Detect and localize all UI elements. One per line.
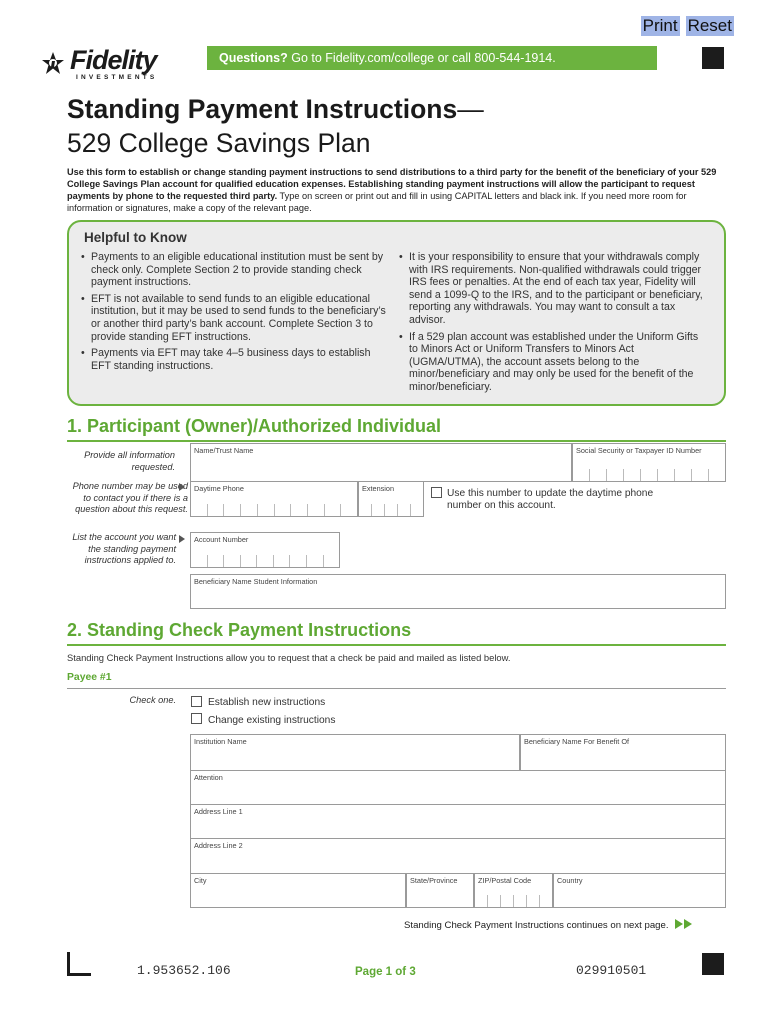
title-dash: — xyxy=(457,94,484,124)
change-existing-checkbox[interactable] xyxy=(191,713,202,724)
field-label: Address Line 2 xyxy=(194,841,243,850)
beneficiary-name-field[interactable] xyxy=(190,574,726,609)
print-button[interactable]: Print xyxy=(642,16,678,35)
field-label: ZIP/Postal Code xyxy=(478,876,532,885)
logo-subtitle: INVESTMENTS xyxy=(76,74,158,81)
section2-description: Standing Check Payment Instructions allow you to request that a check be paid and mailed as listed below. xyxy=(67,652,511,663)
field-label: Account Number xyxy=(194,535,249,544)
next-page-arrows-icon xyxy=(675,919,693,932)
address-line2-field[interactable] xyxy=(190,838,726,874)
helpful-heading: Helpful to Know xyxy=(84,230,187,245)
country-field[interactable] xyxy=(553,873,726,908)
ssn-field[interactable] xyxy=(572,443,726,482)
intro-normal: Type on screen or print out and fill in using CAPITAL letters and black ink. If you need more room for information or signatures, make a copy of the relevant page. xyxy=(67,191,687,213)
intro-paragraph xyxy=(67,166,727,214)
crop-mark xyxy=(67,952,91,976)
phone-note-text: Phone number may be used to contact you if there is a question about this request. xyxy=(72,481,188,514)
city-field[interactable] xyxy=(190,873,406,908)
helpful-right-column xyxy=(399,251,704,398)
address-line1-field[interactable] xyxy=(190,804,726,839)
section2-rule xyxy=(67,644,726,646)
check-one-note: Check one. xyxy=(129,695,176,705)
fidelity-mark-icon xyxy=(40,50,66,78)
helpful-bullet: • Payments via EFT may take 4–5 business days to establish EFT standing instructions. xyxy=(81,347,393,372)
for-benefit-of-field[interactable] xyxy=(520,734,726,771)
establish-new-label: Establish new instructions xyxy=(208,697,326,708)
section2-heading: 2. Standing Check Payment Instructions xyxy=(67,620,412,640)
ssn-digit-boxes xyxy=(573,469,725,481)
page-number: Page 1 of 3 xyxy=(355,966,416,978)
continues-note xyxy=(404,919,693,932)
helpful-bullet: • It is your responsibility to ensure that your withdrawals comply with IRS requirements. Non-qualified withdrawals could trigger IRS fees or penalties. At the end of each tax year, Fidelity will send a 1099-Q to the IRS, and to the participant or beneficiary, reporting any withdrawals. You may want to consult a tax advisor. xyxy=(399,251,704,327)
institution-name-field[interactable] xyxy=(190,734,520,771)
payee-label: Payee #1 xyxy=(67,672,112,683)
helpful-bullet: • EFT is not available to send funds to an eligible educational institution, but it may be used to send funds to the beneficiary’s or another third party’s bank account. Complete Section 3 to provide standing EFT instructions. xyxy=(81,293,393,343)
banner-bold: Questions? xyxy=(219,51,288,65)
fidelity-logo xyxy=(40,47,157,82)
section1-note-account xyxy=(68,532,176,567)
form-code-right: 029910501 xyxy=(576,963,647,978)
account-arrow-icon xyxy=(179,535,185,543)
extension-field[interactable] xyxy=(358,481,424,517)
section1-note-provide: Provide all information requested. xyxy=(84,450,175,472)
page-title xyxy=(67,94,484,125)
change-existing-label: Change existing instructions xyxy=(208,715,336,726)
update-phone-checkbox[interactable] xyxy=(431,487,442,498)
reset-button[interactable]: Reset xyxy=(687,16,732,35)
logo-wordmark: Fidelity xyxy=(70,45,157,75)
field-label: Address Line 1 xyxy=(194,807,243,816)
helpful-left-column xyxy=(81,251,393,376)
extension-digit-boxes xyxy=(359,504,423,516)
helpful-to-know-box xyxy=(67,220,726,406)
field-label: Institution Name xyxy=(194,737,247,746)
page-subtitle: 529 College Savings Plan xyxy=(67,128,371,158)
establish-new-checkbox[interactable] xyxy=(191,696,202,707)
form-code-left: 1.953652.106 xyxy=(137,963,231,978)
daytime-phone-field[interactable] xyxy=(190,481,358,517)
helpful-bullet: • If a 529 plan account was established under the Uniform Gifts to Minors Act or Uniform Transfers to Minors Act (UGMA/UTMA), the account assets belong to the minor/beneficiary and may only be used for the benefit of the minor/beneficiary. xyxy=(399,331,704,394)
account-note-text: List the account you want the standing payment instructions applied to. xyxy=(72,532,176,565)
zip-field[interactable] xyxy=(474,873,553,908)
field-label: Beneficiary Name Student Information xyxy=(194,577,318,586)
form-buttons xyxy=(641,16,734,36)
payee-rule xyxy=(67,688,726,689)
account-digit-boxes xyxy=(191,555,339,567)
phone-arrow-icon xyxy=(179,483,185,491)
state-field[interactable] xyxy=(406,873,474,908)
section1-rule xyxy=(67,440,726,442)
account-number-field[interactable] xyxy=(190,532,340,568)
field-label: Attention xyxy=(194,773,223,782)
registration-mark-top xyxy=(702,47,724,69)
field-label: Daytime Phone xyxy=(194,484,244,493)
title-line1: Standing Payment Instructions xyxy=(67,94,458,124)
registration-mark-bottom xyxy=(702,953,724,975)
intro-bold: Use this form to establish or change standing payment instructions to send distributions to a third party for the benefit of the beneficiary of your 529 College Savings Plan account for qualified education expenses. Establishing standing payment instructions will allow the participant to request payments by phone to the requested third party. xyxy=(67,167,717,201)
field-label: Extension xyxy=(362,484,395,493)
field-label: Social Security or Taxpayer ID Number xyxy=(576,446,702,455)
update-phone-label: Use this number to update the daytime phone number on this account. xyxy=(447,488,654,511)
name-trust-field[interactable] xyxy=(190,443,572,482)
banner-text: Go to Fidelity.com/college or call 800-544-1914. xyxy=(287,51,556,65)
field-label: City xyxy=(194,876,207,885)
field-label: Country xyxy=(557,876,583,885)
field-label: Name/Trust Name xyxy=(194,446,254,455)
zip-digit-boxes xyxy=(475,895,552,907)
attention-field[interactable] xyxy=(190,770,726,805)
phone-digit-boxes xyxy=(191,504,357,516)
continues-text: Standing Check Payment Instructions continues on next page. xyxy=(404,920,669,932)
questions-banner xyxy=(207,46,657,70)
section1-heading: 1. Participant (Owner)/Authorized Individual xyxy=(67,416,442,436)
section1-note-phone xyxy=(70,481,188,516)
field-label: Beneficiary Name For Benefit Of xyxy=(524,737,630,746)
field-label: State/Province xyxy=(410,876,458,885)
helpful-bullet: • Payments to an eligible educational institution must be sent by check only. Complete Section 2 to provide standing check payment instructions. xyxy=(81,251,393,289)
